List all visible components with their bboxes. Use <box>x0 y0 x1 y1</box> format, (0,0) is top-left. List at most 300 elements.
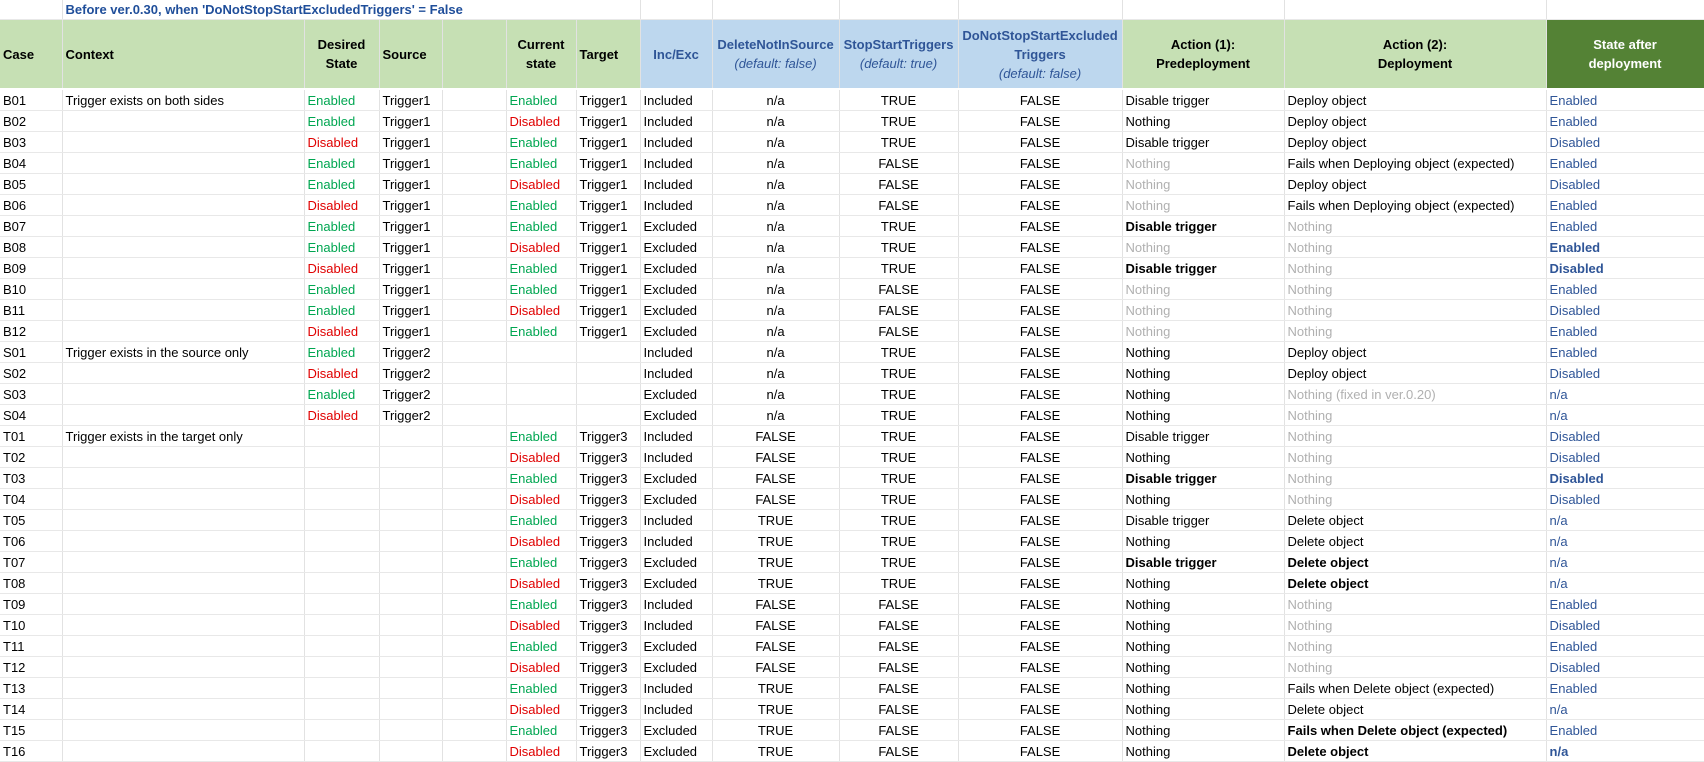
cell-context[interactable] <box>62 237 304 258</box>
cell-do-not-stop-start[interactable]: FALSE <box>958 363 1122 384</box>
cell-source[interactable] <box>379 510 442 531</box>
cell-desired-state[interactable] <box>304 510 379 531</box>
cell-target[interactable]: Trigger1 <box>576 258 640 279</box>
cell-target[interactable]: Trigger3 <box>576 510 640 531</box>
cell-target[interactable]: Trigger1 <box>576 111 640 132</box>
cell-context[interactable] <box>62 573 304 594</box>
cell-delete-not-in-source[interactable]: FALSE <box>712 489 839 510</box>
cell-do-not-stop-start[interactable]: FALSE <box>958 489 1122 510</box>
cell-context[interactable] <box>62 447 304 468</box>
cell-inc-exc[interactable]: Included <box>640 174 712 195</box>
cell-action-deployment[interactable]: Delete object <box>1284 510 1546 531</box>
cell-action-predeployment[interactable]: Nothing <box>1122 678 1284 699</box>
cell-blank[interactable] <box>442 89 506 111</box>
cell-stop-start-triggers[interactable]: FALSE <box>839 195 958 216</box>
cell-context[interactable] <box>62 594 304 615</box>
cell-do-not-stop-start[interactable]: FALSE <box>958 657 1122 678</box>
cell-current-state[interactable]: Disabled <box>506 657 576 678</box>
cell-delete-not-in-source[interactable]: n/a <box>712 216 839 237</box>
cell-action-deployment[interactable]: Nothing <box>1284 447 1546 468</box>
cell-state-after[interactable]: Enabled <box>1546 216 1704 237</box>
cell-source[interactable] <box>379 678 442 699</box>
cell-action-deployment[interactable]: Deploy object <box>1284 89 1546 111</box>
cell-action-predeployment[interactable]: Nothing <box>1122 279 1284 300</box>
cell-do-not-stop-start[interactable]: FALSE <box>958 552 1122 573</box>
cell-source[interactable] <box>379 636 442 657</box>
cell-action-deployment[interactable]: Nothing <box>1284 279 1546 300</box>
cell-state-after[interactable]: Enabled <box>1546 720 1704 741</box>
cell-target[interactable]: Trigger3 <box>576 720 640 741</box>
cell-context[interactable] <box>62 216 304 237</box>
cell-delete-not-in-source[interactable]: n/a <box>712 279 839 300</box>
cell-action-deployment[interactable]: Nothing <box>1284 216 1546 237</box>
cell-delete-not-in-source[interactable]: n/a <box>712 363 839 384</box>
cell-case[interactable]: T01 <box>0 426 62 447</box>
cell-desired-state[interactable]: Disabled <box>304 132 379 153</box>
cell-action-deployment[interactable]: Fails when Deploying object (expected) <box>1284 195 1546 216</box>
cell-current-state[interactable]: Enabled <box>506 89 576 111</box>
cell-target[interactable]: Trigger3 <box>576 594 640 615</box>
cell-target[interactable]: Trigger1 <box>576 321 640 342</box>
cell-action-deployment[interactable]: Deploy object <box>1284 111 1546 132</box>
cell-current-state[interactable]: Disabled <box>506 573 576 594</box>
cell-desired-state[interactable]: Enabled <box>304 300 379 321</box>
cell-action-deployment[interactable]: Fails when Deploying object (expected) <box>1284 153 1546 174</box>
cell-blank[interactable] <box>442 489 506 510</box>
cell-desired-state[interactable]: Enabled <box>304 216 379 237</box>
cell-context[interactable]: Trigger exists in the source only <box>62 342 304 363</box>
cell-inc-exc[interactable]: Included <box>640 89 712 111</box>
cell-inc-exc[interactable]: Included <box>640 195 712 216</box>
cell-stop-start-triggers[interactable]: TRUE <box>839 447 958 468</box>
cell-do-not-stop-start[interactable]: FALSE <box>958 615 1122 636</box>
cell-action-predeployment[interactable]: Disable trigger <box>1122 468 1284 489</box>
cell-source[interactable]: Trigger1 <box>379 153 442 174</box>
cell-desired-state[interactable]: Enabled <box>304 237 379 258</box>
cell-stop-start-triggers[interactable]: TRUE <box>839 89 958 111</box>
cell-target[interactable]: Trigger3 <box>576 636 640 657</box>
cell-do-not-stop-start[interactable]: FALSE <box>958 447 1122 468</box>
cell-inc-exc[interactable]: Excluded <box>640 657 712 678</box>
cell-case[interactable]: S04 <box>0 405 62 426</box>
cell-desired-state[interactable] <box>304 489 379 510</box>
cell-target[interactable]: Trigger3 <box>576 741 640 762</box>
cell-stop-start-triggers[interactable]: TRUE <box>839 237 958 258</box>
cell-current-state[interactable]: Enabled <box>506 636 576 657</box>
cell-source[interactable] <box>379 720 442 741</box>
cell-blank[interactable] <box>442 594 506 615</box>
cell-delete-not-in-source[interactable]: TRUE <box>712 510 839 531</box>
cell-delete-not-in-source[interactable]: n/a <box>712 195 839 216</box>
cell-state-after[interactable]: Disabled <box>1546 174 1704 195</box>
cell-source[interactable] <box>379 573 442 594</box>
cell-blank[interactable] <box>442 678 506 699</box>
cell-action-deployment[interactable]: Delete object <box>1284 552 1546 573</box>
cell-do-not-stop-start[interactable]: FALSE <box>958 132 1122 153</box>
cell-delete-not-in-source[interactable]: TRUE <box>712 573 839 594</box>
cell-delete-not-in-source[interactable]: TRUE <box>712 678 839 699</box>
cell-action-predeployment[interactable]: Disable trigger <box>1122 258 1284 279</box>
cell-do-not-stop-start[interactable]: FALSE <box>958 678 1122 699</box>
cell-inc-exc[interactable]: Included <box>640 132 712 153</box>
cell-action-predeployment[interactable]: Nothing <box>1122 615 1284 636</box>
cell-action-deployment[interactable]: Nothing <box>1284 258 1546 279</box>
cell-delete-not-in-source[interactable]: FALSE <box>712 468 839 489</box>
cell-current-state[interactable]: Enabled <box>506 720 576 741</box>
cell-case[interactable]: T16 <box>0 741 62 762</box>
cell-desired-state[interactable] <box>304 468 379 489</box>
cell-case[interactable]: T15 <box>0 720 62 741</box>
cell-action-deployment[interactable]: Fails when Delete object (expected) <box>1284 720 1546 741</box>
cell-delete-not-in-source[interactable]: n/a <box>712 153 839 174</box>
cell-stop-start-triggers[interactable]: TRUE <box>839 363 958 384</box>
cell-context[interactable] <box>62 531 304 552</box>
cell-do-not-stop-start[interactable]: FALSE <box>958 426 1122 447</box>
cell-source[interactable]: Trigger1 <box>379 279 442 300</box>
cell-context[interactable] <box>62 699 304 720</box>
cell-blank[interactable] <box>442 615 506 636</box>
cell-action-predeployment[interactable]: Nothing <box>1122 531 1284 552</box>
cell-source[interactable]: Trigger2 <box>379 384 442 405</box>
cell-current-state[interactable]: Disabled <box>506 237 576 258</box>
cell-stop-start-triggers[interactable]: TRUE <box>839 405 958 426</box>
cell-context[interactable] <box>62 384 304 405</box>
header-source[interactable]: Source <box>379 20 442 90</box>
cell-blank[interactable] <box>442 216 506 237</box>
cell-do-not-stop-start[interactable]: FALSE <box>958 195 1122 216</box>
cell-desired-state[interactable]: Disabled <box>304 195 379 216</box>
cell-target[interactable]: Trigger1 <box>576 132 640 153</box>
cell-desired-state[interactable] <box>304 552 379 573</box>
cell-delete-not-in-source[interactable]: n/a <box>712 111 839 132</box>
cell-target[interactable]: Trigger1 <box>576 195 640 216</box>
cell-inc-exc[interactable]: Excluded <box>640 720 712 741</box>
cell-delete-not-in-source[interactable]: n/a <box>712 300 839 321</box>
cell-desired-state[interactable]: Enabled <box>304 89 379 111</box>
cell-context[interactable] <box>62 552 304 573</box>
cell-context[interactable] <box>62 132 304 153</box>
cell-current-state[interactable] <box>506 342 576 363</box>
cell-current-state[interactable]: Enabled <box>506 195 576 216</box>
cell-stop-start-triggers[interactable]: FALSE <box>839 636 958 657</box>
cell-state-after[interactable]: Enabled <box>1546 321 1704 342</box>
cell-desired-state[interactable] <box>304 573 379 594</box>
cell-blank[interactable] <box>442 426 506 447</box>
cell-action-predeployment[interactable]: Nothing <box>1122 363 1284 384</box>
cell-state-after[interactable]: Disabled <box>1546 489 1704 510</box>
cell-blank[interactable] <box>442 300 506 321</box>
cell-context[interactable] <box>62 636 304 657</box>
cell-action-deployment[interactable]: Nothing <box>1284 321 1546 342</box>
header-action-predeployment[interactable]: Action (1): Predeployment <box>1122 20 1284 90</box>
cell-source[interactable] <box>379 468 442 489</box>
cell-do-not-stop-start[interactable]: FALSE <box>958 300 1122 321</box>
cell-do-not-stop-start[interactable]: FALSE <box>958 89 1122 111</box>
cell-case[interactable]: B08 <box>0 237 62 258</box>
cell-context[interactable] <box>62 510 304 531</box>
cell-case[interactable]: T08 <box>0 573 62 594</box>
cell-target[interactable]: Trigger3 <box>576 678 640 699</box>
cell-desired-state[interactable] <box>304 678 379 699</box>
cell-blank[interactable] <box>442 741 506 762</box>
cell-target[interactable]: Trigger1 <box>576 279 640 300</box>
cell-source[interactable]: Trigger1 <box>379 300 442 321</box>
cell-delete-not-in-source[interactable]: n/a <box>712 342 839 363</box>
cell-action-predeployment[interactable]: Disable trigger <box>1122 216 1284 237</box>
cell-context[interactable] <box>62 468 304 489</box>
cell-inc-exc[interactable]: Included <box>640 447 712 468</box>
cell-desired-state[interactable] <box>304 531 379 552</box>
cell-current-state[interactable]: Enabled <box>506 678 576 699</box>
cell-current-state[interactable]: Disabled <box>506 447 576 468</box>
cell-state-after[interactable]: n/a <box>1546 405 1704 426</box>
cell-source[interactable] <box>379 657 442 678</box>
cell-current-state[interactable]: Enabled <box>506 153 576 174</box>
cell-target[interactable]: Trigger1 <box>576 237 640 258</box>
cell-blank[interactable] <box>442 657 506 678</box>
cell-action-predeployment[interactable]: Nothing <box>1122 300 1284 321</box>
cell-delete-not-in-source[interactable]: FALSE <box>712 426 839 447</box>
cell-stop-start-triggers[interactable]: FALSE <box>839 741 958 762</box>
cell-target[interactable]: Trigger3 <box>576 657 640 678</box>
cell-current-state[interactable]: Enabled <box>506 510 576 531</box>
cell-current-state[interactable]: Enabled <box>506 132 576 153</box>
cell-state-after[interactable]: Disabled <box>1546 300 1704 321</box>
cell-action-deployment[interactable]: Nothing <box>1284 300 1546 321</box>
cell-blank[interactable] <box>442 720 506 741</box>
header-action-deployment[interactable]: Action (2): Deployment <box>1284 20 1546 90</box>
cell-inc-exc[interactable]: Included <box>640 153 712 174</box>
cell-desired-state[interactable]: Enabled <box>304 342 379 363</box>
header-inc-exc[interactable]: Inc/Exc <box>640 20 712 90</box>
cell-action-predeployment[interactable]: Nothing <box>1122 174 1284 195</box>
cell-desired-state[interactable]: Disabled <box>304 321 379 342</box>
cell-state-after[interactable]: Enabled <box>1546 636 1704 657</box>
cell-action-predeployment[interactable]: Disable trigger <box>1122 89 1284 111</box>
cell-inc-exc[interactable]: Included <box>640 363 712 384</box>
cell-inc-exc[interactable]: Excluded <box>640 279 712 300</box>
cell-source[interactable]: Trigger1 <box>379 237 442 258</box>
cell-context[interactable] <box>62 111 304 132</box>
cell-action-deployment[interactable]: Delete object <box>1284 573 1546 594</box>
cell-delete-not-in-source[interactable]: FALSE <box>712 594 839 615</box>
cell-inc-exc[interactable]: Excluded <box>640 216 712 237</box>
cell-state-after[interactable]: Enabled <box>1546 195 1704 216</box>
cell-source[interactable]: Trigger1 <box>379 216 442 237</box>
cell-source[interactable]: Trigger1 <box>379 174 442 195</box>
cell-delete-not-in-source[interactable]: n/a <box>712 237 839 258</box>
cell-source[interactable] <box>379 531 442 552</box>
cell-action-predeployment[interactable]: Nothing <box>1122 342 1284 363</box>
cell-action-predeployment[interactable]: Nothing <box>1122 384 1284 405</box>
cell-stop-start-triggers[interactable]: FALSE <box>839 153 958 174</box>
cell-action-deployment[interactable]: Fails when Delete object (expected) <box>1284 678 1546 699</box>
cell-stop-start-triggers[interactable]: TRUE <box>839 489 958 510</box>
header-target[interactable]: Target <box>576 20 640 90</box>
cell-inc-exc[interactable]: Included <box>640 594 712 615</box>
cell-delete-not-in-source[interactable]: TRUE <box>712 552 839 573</box>
cell-do-not-stop-start[interactable]: FALSE <box>958 531 1122 552</box>
cell-source[interactable]: Trigger2 <box>379 342 442 363</box>
cell-stop-start-triggers[interactable]: FALSE <box>839 615 958 636</box>
cell-context[interactable] <box>62 153 304 174</box>
cell-current-state[interactable]: Disabled <box>506 699 576 720</box>
cell-context[interactable] <box>62 720 304 741</box>
cell-do-not-stop-start[interactable]: FALSE <box>958 321 1122 342</box>
cell-action-deployment[interactable]: Deploy object <box>1284 174 1546 195</box>
cell-context[interactable] <box>62 741 304 762</box>
cell-stop-start-triggers[interactable]: FALSE <box>839 174 958 195</box>
cell-case[interactable]: B07 <box>0 216 62 237</box>
cell-blank[interactable] <box>442 195 506 216</box>
cell-state-after[interactable]: n/a <box>1546 531 1704 552</box>
cell-state-after[interactable]: Disabled <box>1546 426 1704 447</box>
cell-stop-start-triggers[interactable]: TRUE <box>839 510 958 531</box>
cell-stop-start-triggers[interactable]: FALSE <box>839 594 958 615</box>
cell-desired-state[interactable] <box>304 426 379 447</box>
cell-inc-exc[interactable]: Excluded <box>640 636 712 657</box>
cell-stop-start-triggers[interactable]: TRUE <box>839 342 958 363</box>
cell-state-after[interactable]: Disabled <box>1546 468 1704 489</box>
cell-do-not-stop-start[interactable]: FALSE <box>958 174 1122 195</box>
cell-do-not-stop-start[interactable]: FALSE <box>958 573 1122 594</box>
cell-target[interactable]: Trigger1 <box>576 153 640 174</box>
cell-case[interactable]: S02 <box>0 363 62 384</box>
cell-inc-exc[interactable]: Included <box>640 678 712 699</box>
header-desired-state[interactable]: Desired State <box>304 20 379 90</box>
cell-do-not-stop-start[interactable]: FALSE <box>958 741 1122 762</box>
cell-current-state[interactable]: Enabled <box>506 321 576 342</box>
cell-current-state[interactable]: Enabled <box>506 216 576 237</box>
cell-target[interactable]: Trigger3 <box>576 699 640 720</box>
cell-do-not-stop-start[interactable]: FALSE <box>958 111 1122 132</box>
cell-action-deployment[interactable]: Nothing <box>1284 594 1546 615</box>
cell-action-deployment[interactable]: Delete object <box>1284 699 1546 720</box>
cell-case[interactable]: T09 <box>0 594 62 615</box>
cell-source[interactable]: Trigger2 <box>379 363 442 384</box>
cell-stop-start-triggers[interactable]: FALSE <box>839 678 958 699</box>
cell-stop-start-triggers[interactable]: FALSE <box>839 657 958 678</box>
cell-inc-exc[interactable]: Included <box>640 426 712 447</box>
cell-source[interactable] <box>379 594 442 615</box>
cell-action-predeployment[interactable]: Nothing <box>1122 489 1284 510</box>
cell-inc-exc[interactable]: Excluded <box>640 237 712 258</box>
cell-action-predeployment[interactable]: Disable trigger <box>1122 132 1284 153</box>
cell-inc-exc[interactable]: Excluded <box>640 573 712 594</box>
cell-action-predeployment[interactable]: Nothing <box>1122 153 1284 174</box>
cell-action-predeployment[interactable]: Nothing <box>1122 594 1284 615</box>
cell-action-predeployment[interactable]: Nothing <box>1122 111 1284 132</box>
cell-case[interactable]: B12 <box>0 321 62 342</box>
cell-blank[interactable] <box>442 111 506 132</box>
cell-action-deployment[interactable]: Nothing <box>1284 615 1546 636</box>
cell-state-after[interactable]: Disabled <box>1546 447 1704 468</box>
cell-state-after[interactable]: Enabled <box>1546 89 1704 111</box>
cell-case[interactable]: B11 <box>0 300 62 321</box>
cell-case[interactable]: T07 <box>0 552 62 573</box>
cell-do-not-stop-start[interactable]: FALSE <box>958 342 1122 363</box>
cell-target[interactable]: Trigger1 <box>576 89 640 111</box>
cell-inc-exc[interactable]: Included <box>640 111 712 132</box>
cell-delete-not-in-source[interactable]: n/a <box>712 405 839 426</box>
cell-desired-state[interactable] <box>304 699 379 720</box>
cell-case[interactable]: B09 <box>0 258 62 279</box>
cell-case[interactable]: T12 <box>0 657 62 678</box>
cell-action-predeployment[interactable]: Nothing <box>1122 321 1284 342</box>
cell-action-predeployment[interactable]: Nothing <box>1122 657 1284 678</box>
cell-delete-not-in-source[interactable]: FALSE <box>712 615 839 636</box>
cell-blank[interactable] <box>442 447 506 468</box>
cell-do-not-stop-start[interactable]: FALSE <box>958 699 1122 720</box>
header-current-state[interactable]: Current state <box>506 20 576 90</box>
cell-current-state[interactable]: Enabled <box>506 258 576 279</box>
cell-stop-start-triggers[interactable]: TRUE <box>839 552 958 573</box>
cell-case[interactable]: B06 <box>0 195 62 216</box>
cell-delete-not-in-source[interactable]: TRUE <box>712 531 839 552</box>
header-case[interactable]: Case <box>0 20 62 90</box>
cell-case[interactable]: B04 <box>0 153 62 174</box>
cell-target[interactable]: Trigger3 <box>576 573 640 594</box>
cell-state-after[interactable]: Enabled <box>1546 342 1704 363</box>
cell-do-not-stop-start[interactable]: FALSE <box>958 636 1122 657</box>
cell-case[interactable]: T05 <box>0 510 62 531</box>
cell-source[interactable]: Trigger1 <box>379 132 442 153</box>
header-do-not-stop-start-excluded-triggers[interactable]: DoNotStopStartExcluded Triggers (default: false) <box>958 20 1122 90</box>
cell-current-state[interactable]: Enabled <box>506 552 576 573</box>
cell-desired-state[interactable]: Disabled <box>304 363 379 384</box>
cell-blank[interactable] <box>442 510 506 531</box>
cell-target[interactable] <box>576 405 640 426</box>
cell-context[interactable] <box>62 405 304 426</box>
cell-current-state[interactable] <box>506 405 576 426</box>
cell-target[interactable]: Trigger1 <box>576 174 640 195</box>
cell-context[interactable] <box>62 300 304 321</box>
cell-source[interactable] <box>379 741 442 762</box>
cell-blank[interactable] <box>442 636 506 657</box>
cell-action-predeployment[interactable]: Nothing <box>1122 720 1284 741</box>
cell-context[interactable] <box>62 678 304 699</box>
cell-target[interactable]: Trigger3 <box>576 447 640 468</box>
cell-state-after[interactable]: n/a <box>1546 573 1704 594</box>
cell-action-deployment[interactable]: Delete object <box>1284 741 1546 762</box>
cell-inc-exc[interactable]: Excluded <box>640 489 712 510</box>
cell-case[interactable]: S03 <box>0 384 62 405</box>
cell-desired-state[interactable]: Disabled <box>304 258 379 279</box>
cell-target[interactable] <box>576 342 640 363</box>
cell-delete-not-in-source[interactable]: n/a <box>712 321 839 342</box>
cell-target[interactable]: Trigger3 <box>576 426 640 447</box>
cell-stop-start-triggers[interactable]: FALSE <box>839 321 958 342</box>
cell-action-predeployment[interactable]: Nothing <box>1122 636 1284 657</box>
cell-desired-state[interactable] <box>304 636 379 657</box>
cell-delete-not-in-source[interactable]: TRUE <box>712 699 839 720</box>
cell-context[interactable] <box>62 615 304 636</box>
cell-target[interactable] <box>576 363 640 384</box>
cell-case[interactable]: T14 <box>0 699 62 720</box>
cell-case[interactable]: S01 <box>0 342 62 363</box>
cell-target[interactable]: Trigger1 <box>576 216 640 237</box>
cell-action-deployment[interactable]: Nothing <box>1284 426 1546 447</box>
cell-context[interactable] <box>62 363 304 384</box>
cell-blank[interactable] <box>442 573 506 594</box>
cell-context[interactable] <box>62 195 304 216</box>
cell-inc-exc[interactable]: Included <box>640 510 712 531</box>
cell-case[interactable]: T03 <box>0 468 62 489</box>
cell-desired-state[interactable]: Enabled <box>304 174 379 195</box>
cell-action-predeployment[interactable]: Nothing <box>1122 195 1284 216</box>
cell-action-deployment[interactable]: Nothing <box>1284 657 1546 678</box>
cell-desired-state[interactable]: Enabled <box>304 279 379 300</box>
